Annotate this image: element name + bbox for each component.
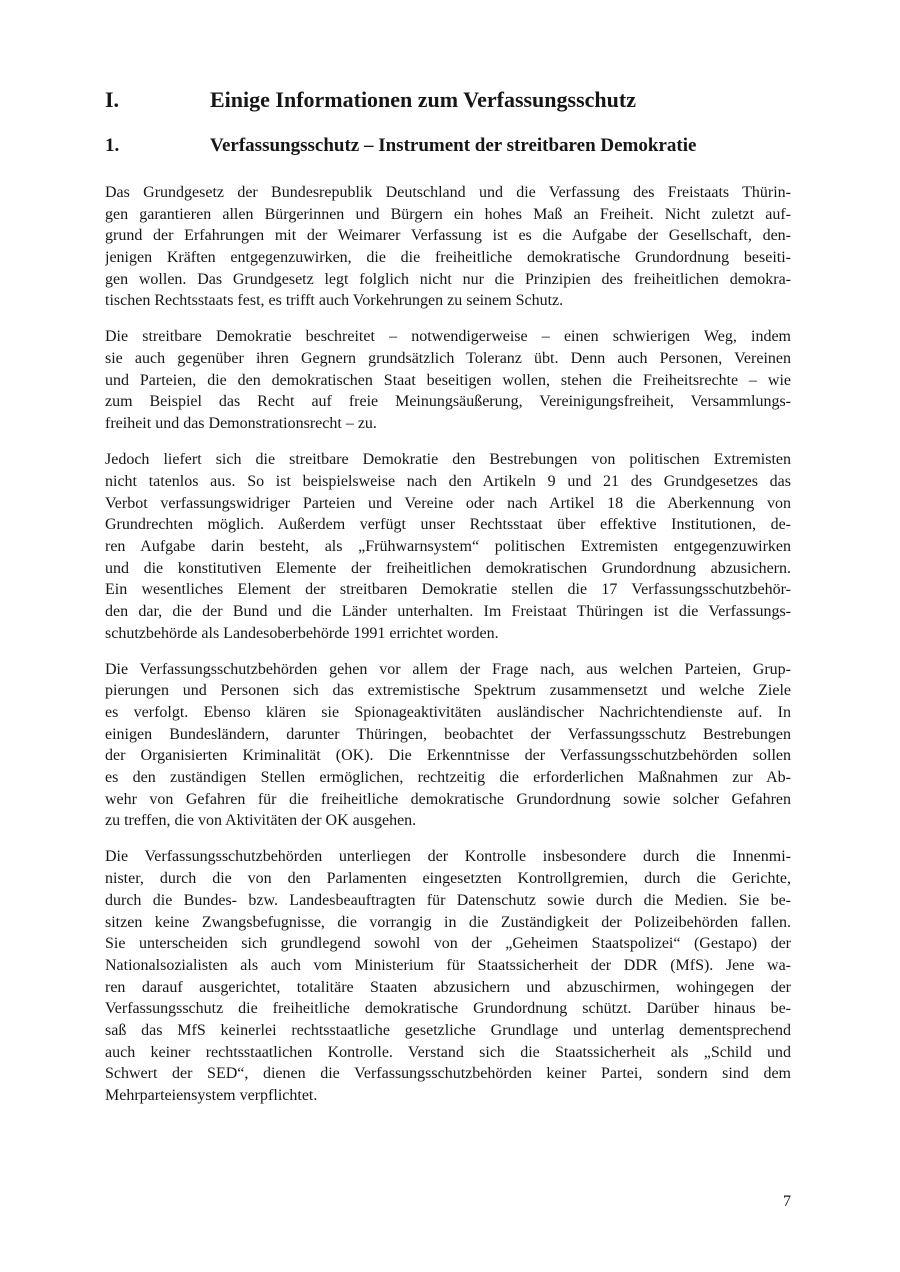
text-line: jenigen Kräften entgegenzuwirken, die die freiheitliche demokratische Grundordnung beseiti- bbox=[105, 249, 791, 267]
text-line: nister, durch die von den Parlamenten eingesetzten Kontrollgremien, durch die Gerichte, bbox=[105, 870, 791, 888]
text-line: wehr von Gefahren für die freiheitliche demokratische Grundordnung sowie solcher Gefahren bbox=[105, 790, 791, 808]
section-heading bbox=[105, 86, 791, 113]
text-line: pierungen und Personen sich das extremistische Spektrum zusammensetzt und welche Ziele bbox=[105, 682, 791, 700]
subsection-heading-number: 1. bbox=[105, 135, 120, 156]
text-line: zum Beispiel das Recht auf freie Meinungsäußerung, Vereinigungsfreiheit, Versammlungs- bbox=[105, 393, 791, 411]
paragraphs bbox=[105, 182, 791, 1107]
text-line: sie auch gegenüber ihren Gegnern grundsätzlich Toleranz übt. Denn auch Personen, Vereinen bbox=[105, 350, 791, 368]
text-line: ren Aufgabe darin besteht, als „Frühwarnsystem“ politischen Extremisten entgegenzuwirken bbox=[105, 537, 791, 555]
text-line: freiheit und das Demonstrationsrecht – zu. bbox=[105, 415, 377, 433]
text-line: einigen Bundesländern, darunter Thüringen, beobachtet der Verfassungsschutz Bestrebungen bbox=[105, 725, 791, 743]
text-line: es den zuständigen Stellen ermöglichen, rechtzeitig die erforderlichen Maßnahmen zur Ab- bbox=[105, 769, 791, 787]
text-line: gen wollen. Das Grundgesetz legt folglich nicht nur die Prinzipien des freiheitlichen demokra- bbox=[105, 270, 791, 288]
text-line: gen garantieren allen Bürgerinnen und Bürgern ein hohes Maß an Freiheit. Nicht zuletzt auf- bbox=[105, 205, 791, 223]
text-line: den dar, die der Bund und die Länder unterhalten. Im Freistaat Thüringen ist die Verfassungs- bbox=[105, 602, 791, 620]
page-content bbox=[105, 86, 791, 1107]
text-line: und die konstitutiven Elemente der freiheitlichen demokratischen Grundordnung abzusichern. bbox=[105, 559, 791, 577]
text-line: sitzen keine Zwangsbefugnisse, die vorrangig in die Zuständigkeit der Polizeibehörden fallen. bbox=[105, 913, 791, 931]
section-heading-title: Einige Informationen zum Verfassungsschutz bbox=[210, 87, 636, 112]
text-line: es verfolgt. Ebenso klären sie Spionageaktivitäten ausländischer Nachrichtendienste auf. In bbox=[105, 704, 791, 722]
text-line: schutzbehörde als Landesoberbehörde 1991 errichtet worden. bbox=[105, 624, 499, 642]
text-line: nicht tatenlos aus. So ist beispielsweise nach den Artikeln 9 und 21 des Grundgesetzes das bbox=[105, 472, 791, 490]
text-line: Ein wesentliches Element der streitbaren Demokratie stellen die 17 Verfassungsschutzbehör- bbox=[105, 581, 791, 599]
subsection-heading bbox=[105, 134, 791, 157]
text-line: saß das MfS keinerlei rechtsstaatliche gesetzliche Grundlage und unterlag dementsprechend bbox=[105, 1021, 791, 1039]
text-line: auch keiner rechtsstaatlichen Kontrolle. Verstand sich die Staatssicherheit als „Schild und bbox=[105, 1043, 791, 1061]
text-line: durch die Bundes- bzw. Landesbeauftragten für Datenschutz sowie durch die Medien. Sie be- bbox=[105, 891, 791, 909]
text-line: Verbot verfassungswidriger Parteien und Vereine oder nach Artikel 18 die Aberkennung von bbox=[105, 494, 791, 512]
text-line: tischen Rechtsstaats fest, es trifft auch Vorkehrungen zu seinem Schutz. bbox=[105, 292, 564, 310]
text-line: Mehrparteiensystem verpflichtet. bbox=[105, 1087, 318, 1104]
text-line: der Organisierten Kriminalität (OK). Die Erkenntnisse der Verfassungsschutzbehörden sollen bbox=[105, 747, 791, 765]
text-line: Das Grundgesetz der Bundesrepublik Deutschland und die Verfassung des Freistaats Thürin- bbox=[105, 184, 791, 201]
text-line: Die streitbare Demokratie beschreitet – notwendigerweise – einen schwierigen Weg, indem bbox=[105, 328, 791, 346]
text-line: Grundrechten möglich. Außerdem verfügt unser Rechtsstaat über effektive Institutionen, de- bbox=[105, 516, 791, 534]
paragraph bbox=[105, 326, 791, 434]
text-line: Die Verfassungsschutzbehörden unterliegen der Kontrolle insbesondere durch die Innenmi- bbox=[105, 848, 791, 866]
text-line: zu treffen, die von Aktivitäten der OK ausgehen. bbox=[105, 812, 417, 830]
text-line: Die Verfassungsschutzbehörden gehen vor allem der Frage nach, aus welchen Parteien, Grup- bbox=[105, 660, 791, 678]
text-line: und Parteien, die den demokratischen Staat beseitigen wollen, stehen die Freiheitsrechte – wie bbox=[105, 371, 791, 389]
text-line: Nationalsozialisten als auch vom Ministerium für Staatssicherheit der DDR (MfS). Jene wa- bbox=[105, 956, 791, 974]
text-line: Schwert der SED“, dienen die Verfassungsschutzbehörden keiner Partei, sondern sind dem bbox=[105, 1065, 791, 1083]
paragraph bbox=[105, 659, 791, 833]
subsection-heading-title: Verfassungsschutz – Instrument der streitbaren Demokratie bbox=[210, 135, 697, 156]
paragraph bbox=[105, 182, 791, 312]
text-line: Verfassungsschutz die freiheitliche demokratische Grundordnung schützt. Darüber hinaus be- bbox=[105, 1000, 791, 1018]
text-line: ren darauf ausgerichtet, totalitäre Staaten abzusichern und abzuschirmen, wohingegen der bbox=[105, 978, 791, 996]
section-heading-number: I. bbox=[105, 87, 120, 112]
text-line: Sie unterscheiden sich grundlegend sowohl von der „Geheimen Staatspolizei“ (Gestapo) der bbox=[105, 935, 791, 953]
page-number: 7 bbox=[783, 1193, 791, 1210]
text-line: grund der Erfahrungen mit der Weimarer Verfassung ist es die Aufgabe der Gesellschaft, den- bbox=[105, 227, 791, 245]
paragraph bbox=[105, 449, 791, 644]
text-line: Jedoch liefert sich die streitbare Demokratie den Bestrebungen von politischen Extremisten bbox=[105, 451, 791, 469]
paragraph bbox=[105, 846, 791, 1106]
